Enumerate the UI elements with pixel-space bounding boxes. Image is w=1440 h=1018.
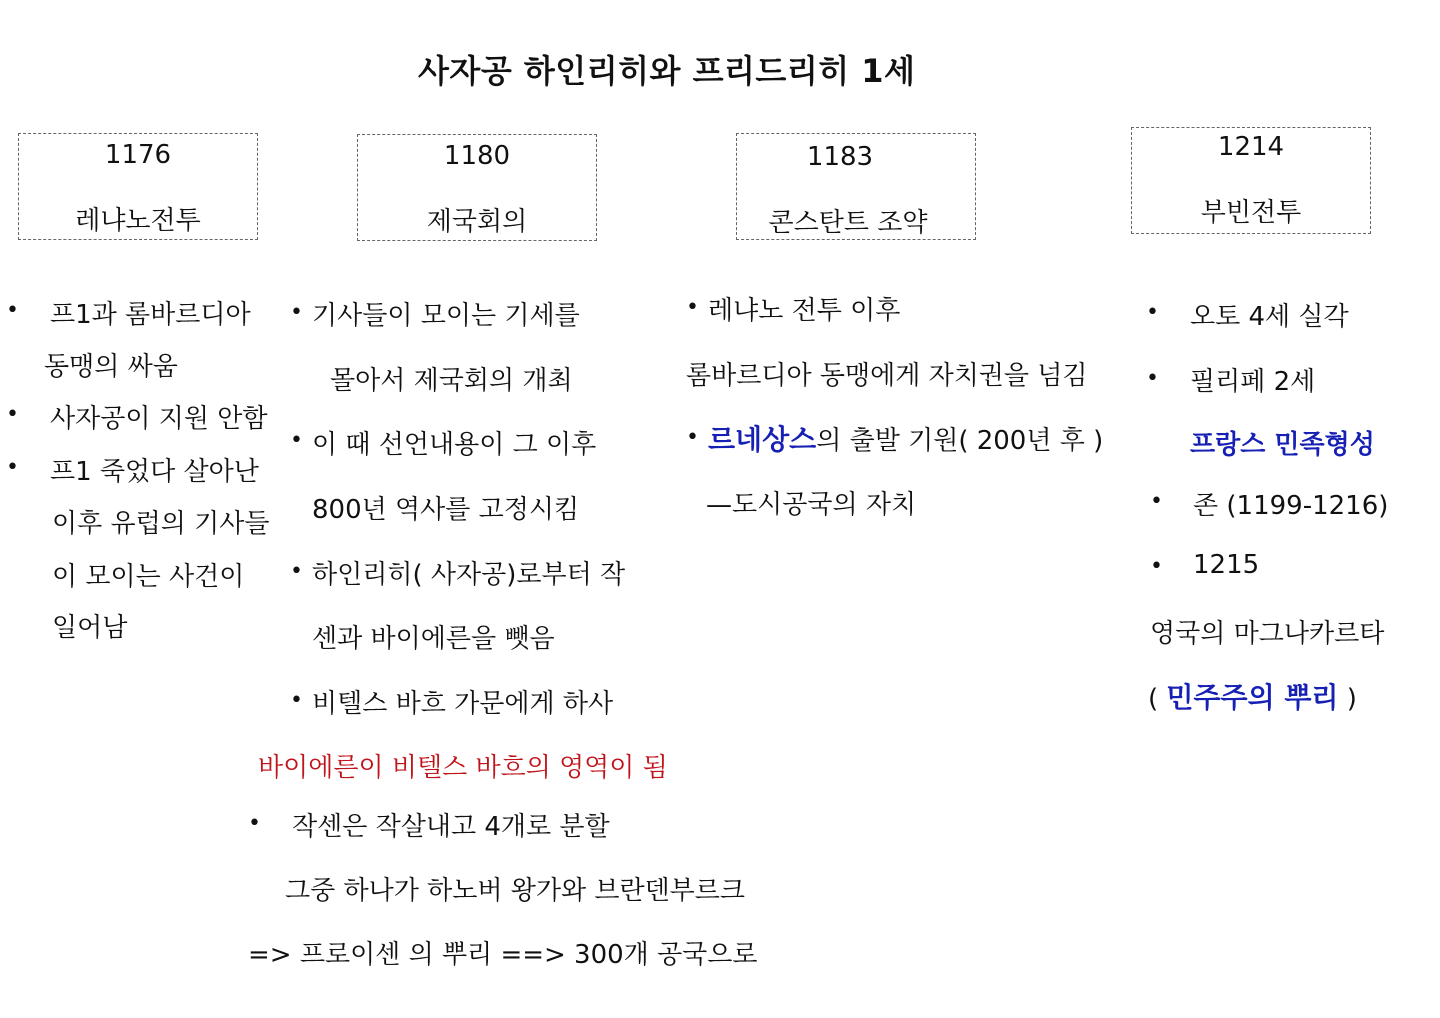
- bullet: •: [6, 298, 19, 323]
- col3-line: 롬바르디아 동맹에게 자치권을 넘김: [686, 361, 1088, 391]
- bullet: •: [686, 295, 699, 320]
- timeline-event: 레냐노전투: [75, 206, 201, 236]
- col4-line: 오토 4세 실각: [1190, 302, 1349, 332]
- col4-line: 영국의 마그나카르타: [1150, 619, 1385, 649]
- timeline-event: 부빈전투: [1200, 198, 1302, 228]
- timeline-box-1176: [18, 133, 258, 240]
- col2-line: 센과 바이에른을 뺏음: [312, 624, 555, 654]
- timeline-year: 1183: [806, 142, 874, 172]
- bullet: •: [1146, 366, 1159, 391]
- col2-line: 몰아서 제국회의 개최: [330, 366, 573, 396]
- col2-line: 800년 역사를 고정시킴: [312, 495, 580, 525]
- timeline-year: 1180: [443, 141, 511, 171]
- paren-close: ): [1346, 684, 1357, 714]
- col1-line: 동맹의 싸움: [44, 352, 178, 382]
- col2-highlight-line: 바이에른이 비텔스 바흐의 영역이 됨: [258, 753, 668, 783]
- timeline-year: 1214: [1217, 132, 1285, 162]
- timeline-box-1180: [357, 134, 597, 241]
- col4-line: [1148, 676, 1357, 716]
- renaissance-emphasis: 르네상스: [708, 423, 817, 456]
- bullet: •: [290, 428, 303, 453]
- bullet: •: [248, 811, 261, 836]
- timeline-box-1183: [736, 133, 976, 240]
- col2-line: => 프로이센 의 뿌리 ==> 300개 공국으로: [248, 940, 758, 970]
- col1-line: 사자공이 지원 안함: [50, 404, 268, 434]
- timeline-year: 1176: [104, 140, 172, 170]
- col3-line: [708, 418, 1103, 458]
- col2-line: 비텔스 바흐 가문에게 하사: [312, 689, 614, 719]
- col2-line: 그중 하나가 하노버 왕가와 브란덴부르크: [285, 876, 746, 906]
- bullet: •: [1150, 489, 1163, 514]
- col1-line: 프1 죽었다 살아난: [50, 457, 259, 487]
- col3-line: —도시공국의 자치: [706, 490, 917, 520]
- col3-line: 레냐노 전투 이후: [708, 296, 901, 326]
- col1-line: 프1과 롬바르디아: [50, 300, 251, 330]
- col1-line: 이 모이는 사건이: [52, 562, 245, 592]
- timeline-event: 제국회의: [426, 207, 528, 237]
- democracy-emphasis: 민주주의 뿌리: [1166, 681, 1339, 714]
- bullet: •: [1146, 300, 1159, 325]
- timeline-box-1214: [1131, 127, 1371, 234]
- col2-line: 작센은 작살내고 4개로 분할: [292, 812, 610, 842]
- col4-line: 존 (1199-1216): [1193, 491, 1389, 521]
- timeline-event: 콘스탄트 조약: [768, 208, 928, 238]
- col3-line-rest: 의 출발 기원( 200년 후 ): [816, 426, 1104, 456]
- col1-line: 일어남: [52, 613, 128, 643]
- paren-open: (: [1148, 684, 1159, 714]
- col2-line: 하인리히( 사자공)로부터 작: [312, 560, 626, 590]
- col2-line: 기사들이 모이는 기세를: [312, 301, 580, 331]
- col4-line: 필리페 2세: [1190, 367, 1316, 397]
- bullet: •: [290, 688, 303, 713]
- col1-line: 이후 유럽의 기사들: [52, 509, 270, 539]
- bullet: •: [686, 425, 699, 450]
- col4-highlight-line: 프랑스 민족형성: [1190, 430, 1375, 460]
- bullet: •: [1150, 554, 1163, 579]
- bullet: •: [290, 559, 303, 584]
- bullet: •: [6, 402, 19, 427]
- col4-line: 1215: [1193, 550, 1260, 580]
- bullet: •: [290, 300, 303, 325]
- col2-line: 이 때 선언내용이 그 이후: [312, 430, 597, 460]
- bullet: •: [6, 455, 19, 480]
- page-title: 사자공 하인리히와 프리드리히 1세: [418, 52, 916, 90]
